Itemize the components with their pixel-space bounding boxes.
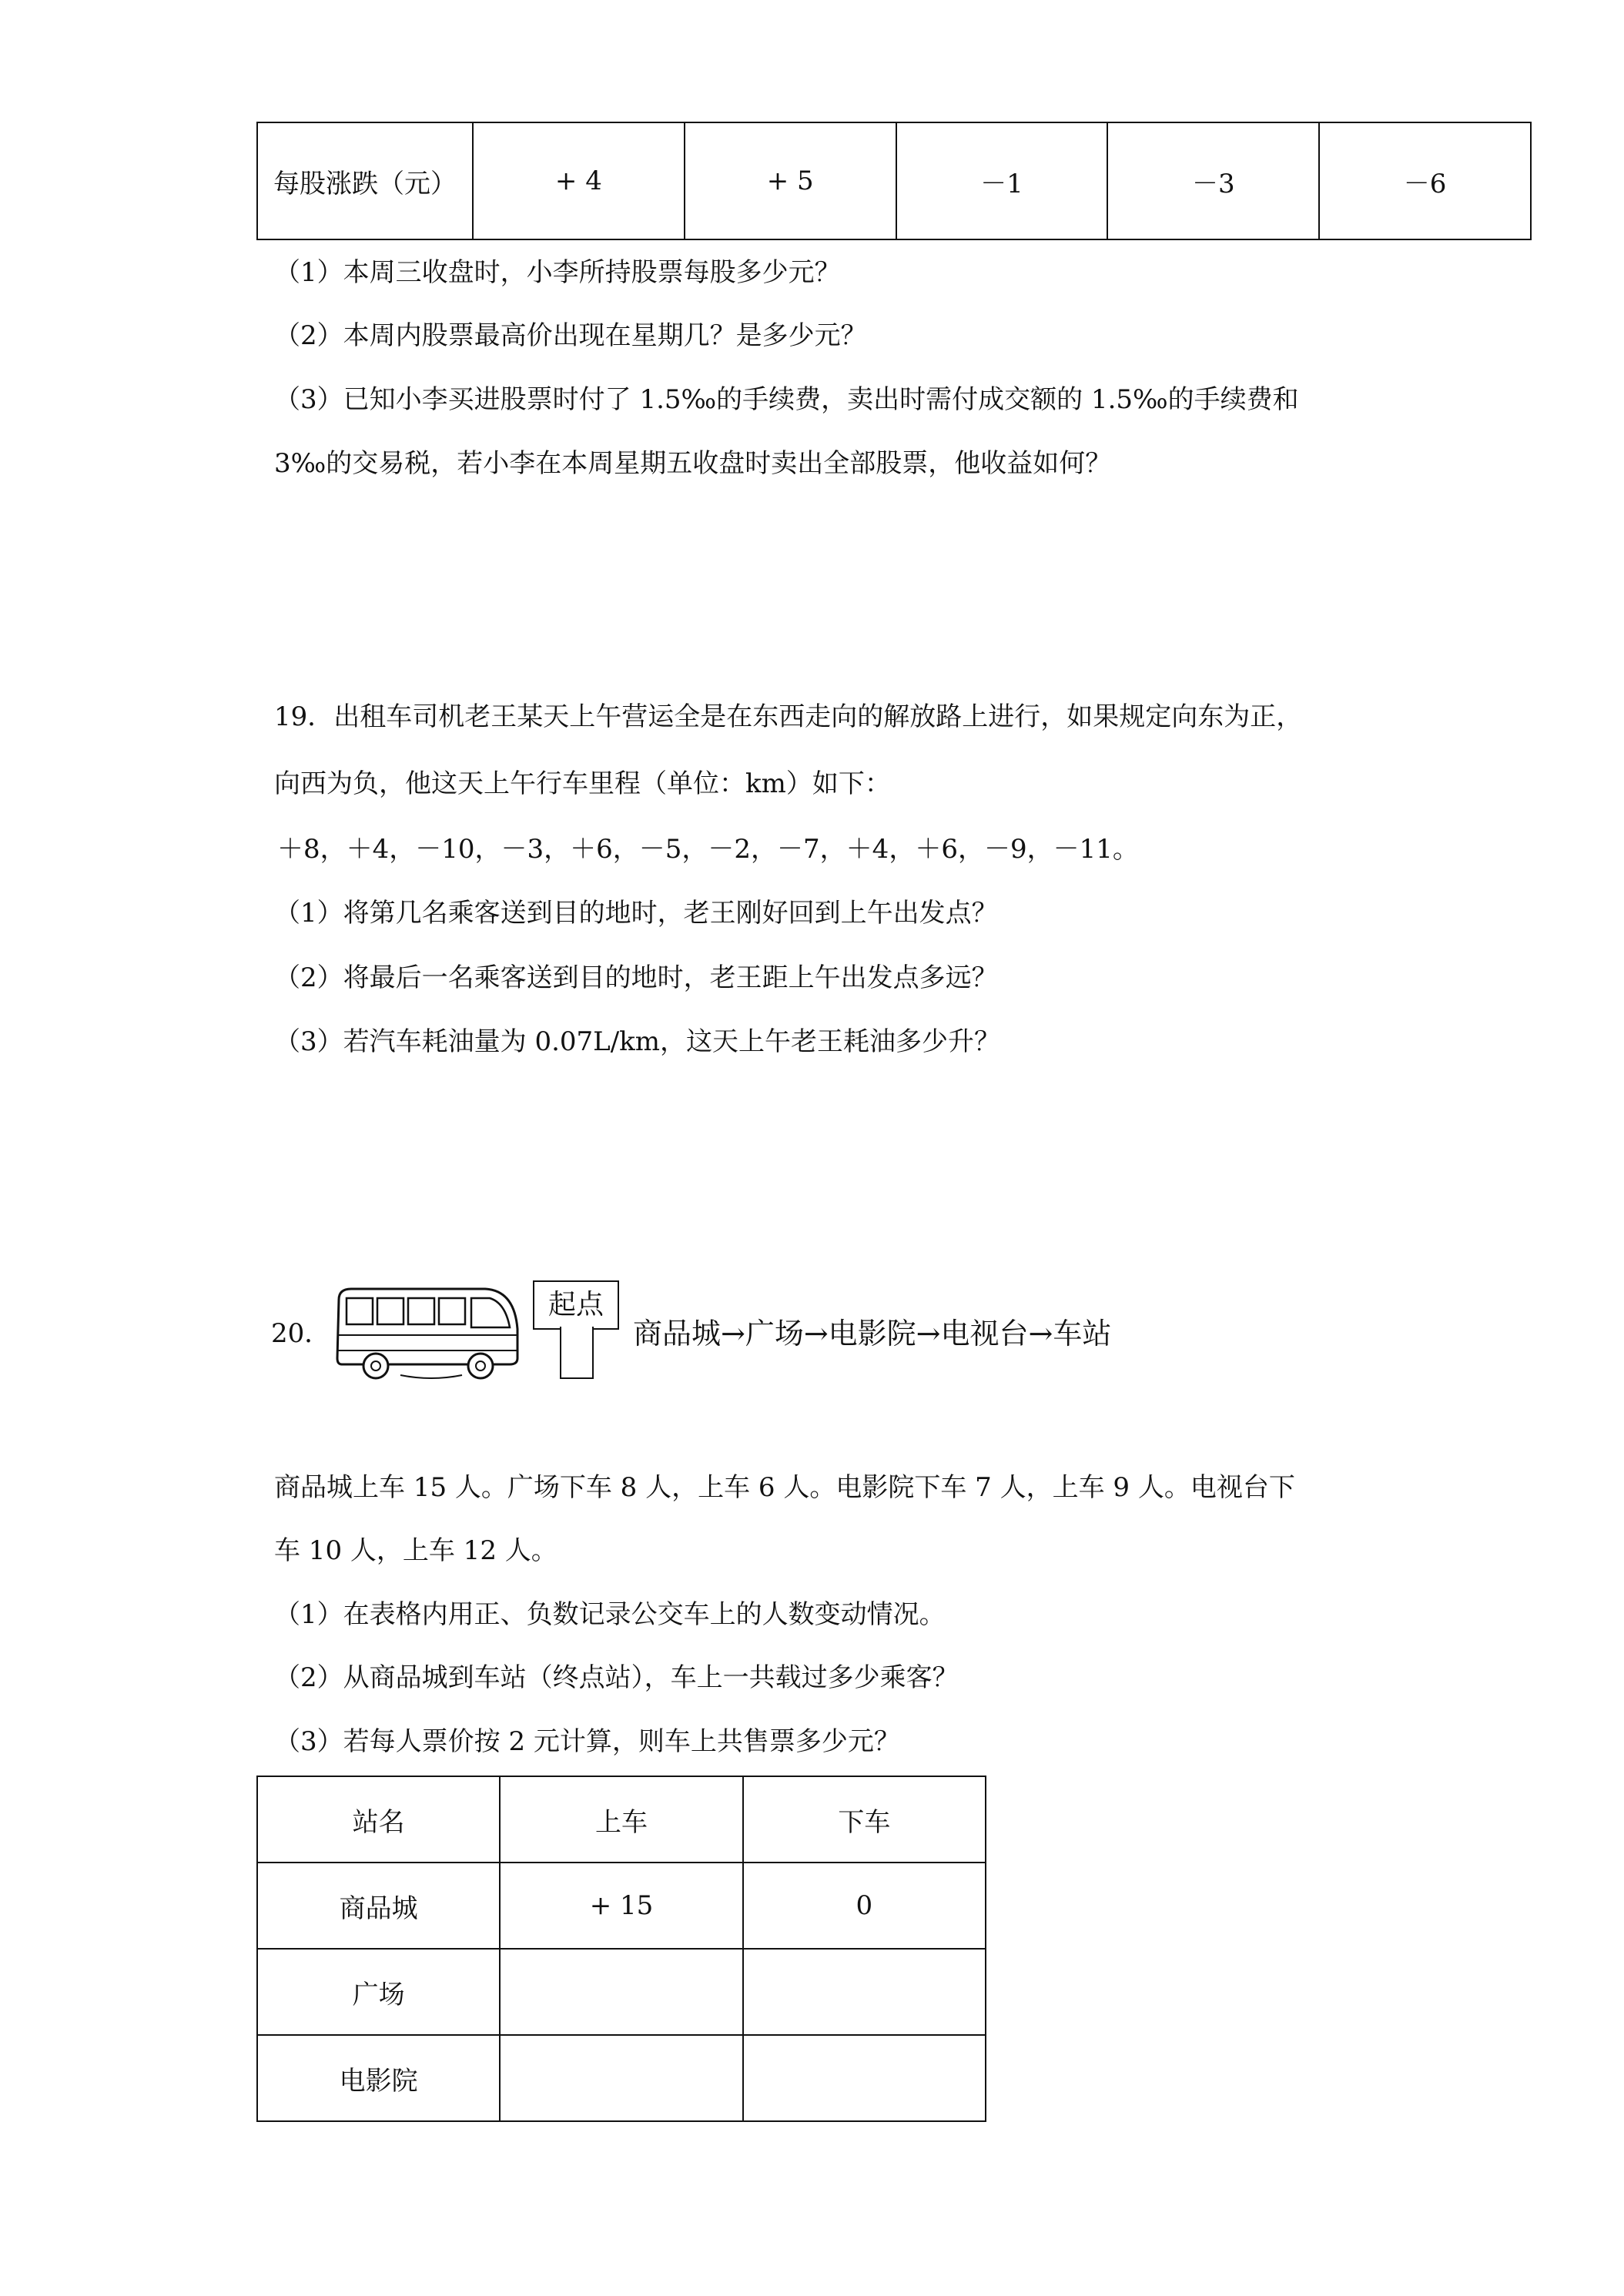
q19-intro-line-1: 19．出租车司机老王某天上午营运全是在东西走向的解放路上进行，如果规定向东为正， [274,701,1303,732]
bus-illustration [331,1284,524,1384]
start-point-label: 起点 [547,1289,604,1320]
q20-part-2: （2）从商品城到车站（终点站），车上一共载过多少乘客？ [274,1662,959,1693]
table-cell: 0 [743,1863,986,1949]
table-header-row [257,1776,986,1863]
table-cell: －3 [1107,122,1319,239]
q20-description-line-2: 车 10 人，上车 12 人。 [274,1535,558,1566]
station-passenger-table [256,1776,986,2122]
q18-part-3-line-2: 3‰的交易税，若小李在本周星期五收盘时卖出全部股票，他收益如何？ [274,448,1112,479]
table-cell: 广场 [257,1949,500,2035]
table-cell: －6 [1319,122,1531,239]
q19-part-1: （1）将第几名乘客送到目的地时，老王刚好回到上午出发点？ [274,898,998,929]
stock-change-table [256,122,1532,240]
table-cell [743,1949,986,2035]
q20-description-line-1: 商品城上车 15 人。广场下车 8 人，上车 6 人。电影院下车 7 人，上车 9 人。电视台下 [274,1472,1295,1503]
table-row [257,1863,986,1949]
table-row [257,1949,986,2035]
q18-part-1: （1）本周三收盘时，小李所持股票每股多少元？ [274,257,841,288]
q20-part-1: （1）在表格内用正、负数记录公交车上的人数变动情况。 [274,1599,946,1630]
table-row [257,2035,986,2121]
table-cell: －1 [896,122,1108,239]
table-cell [743,2035,986,2121]
q20-part-3: （3）若每人票价按 2 元计算，则车上共售票多少元？ [274,1726,900,1757]
q19-part-2: （2）将最后一名乘客送到目的地时，老王距上午出发点多远？ [274,962,998,993]
q19-part-3: （3）若汽车耗油量为 0.07L/km，这天上午老王耗油多少升？ [274,1026,1001,1057]
q19-intro-line-2: 向西为负，他这天上午行车里程（单位：km）如下： [274,768,891,799]
table-cell: + 15 [500,1863,742,1949]
sign-post [560,1327,594,1379]
table-cell [500,2035,742,2121]
table-cell: + 4 [473,122,685,239]
q20-number: 20． [271,1318,331,1349]
table-cell [500,1949,742,2035]
table-cell: 每股涨跌（元） [257,122,473,239]
bus-route: 商品城→广场→电影院→电视台→车站 [633,1317,1112,1350]
table-cell: + 5 [685,122,896,239]
header-cell-board: 上车 [500,1776,742,1863]
q19-mileage-values: ＋8，＋4，－10，－3，＋6，－5，－2，－7，＋4，＋6，－9，－11。 [277,834,1139,865]
header-cell-alight: 下车 [743,1776,986,1863]
header-cell-station: 站名 [257,1776,500,1863]
start-point-sign [533,1280,619,1330]
q18-part-2: （2）本周内股票最高价出现在星期几？是多少元？ [274,320,867,351]
table-cell: 电影院 [257,2035,500,2121]
table-row [257,122,1531,239]
q18-part-3-line-1: （3）已知小李买进股票时付了 1.5‰的手续费，卖出时需付成交额的 1.5‰的手续费和 [274,384,1299,415]
table-cell: 商品城 [257,1863,500,1949]
